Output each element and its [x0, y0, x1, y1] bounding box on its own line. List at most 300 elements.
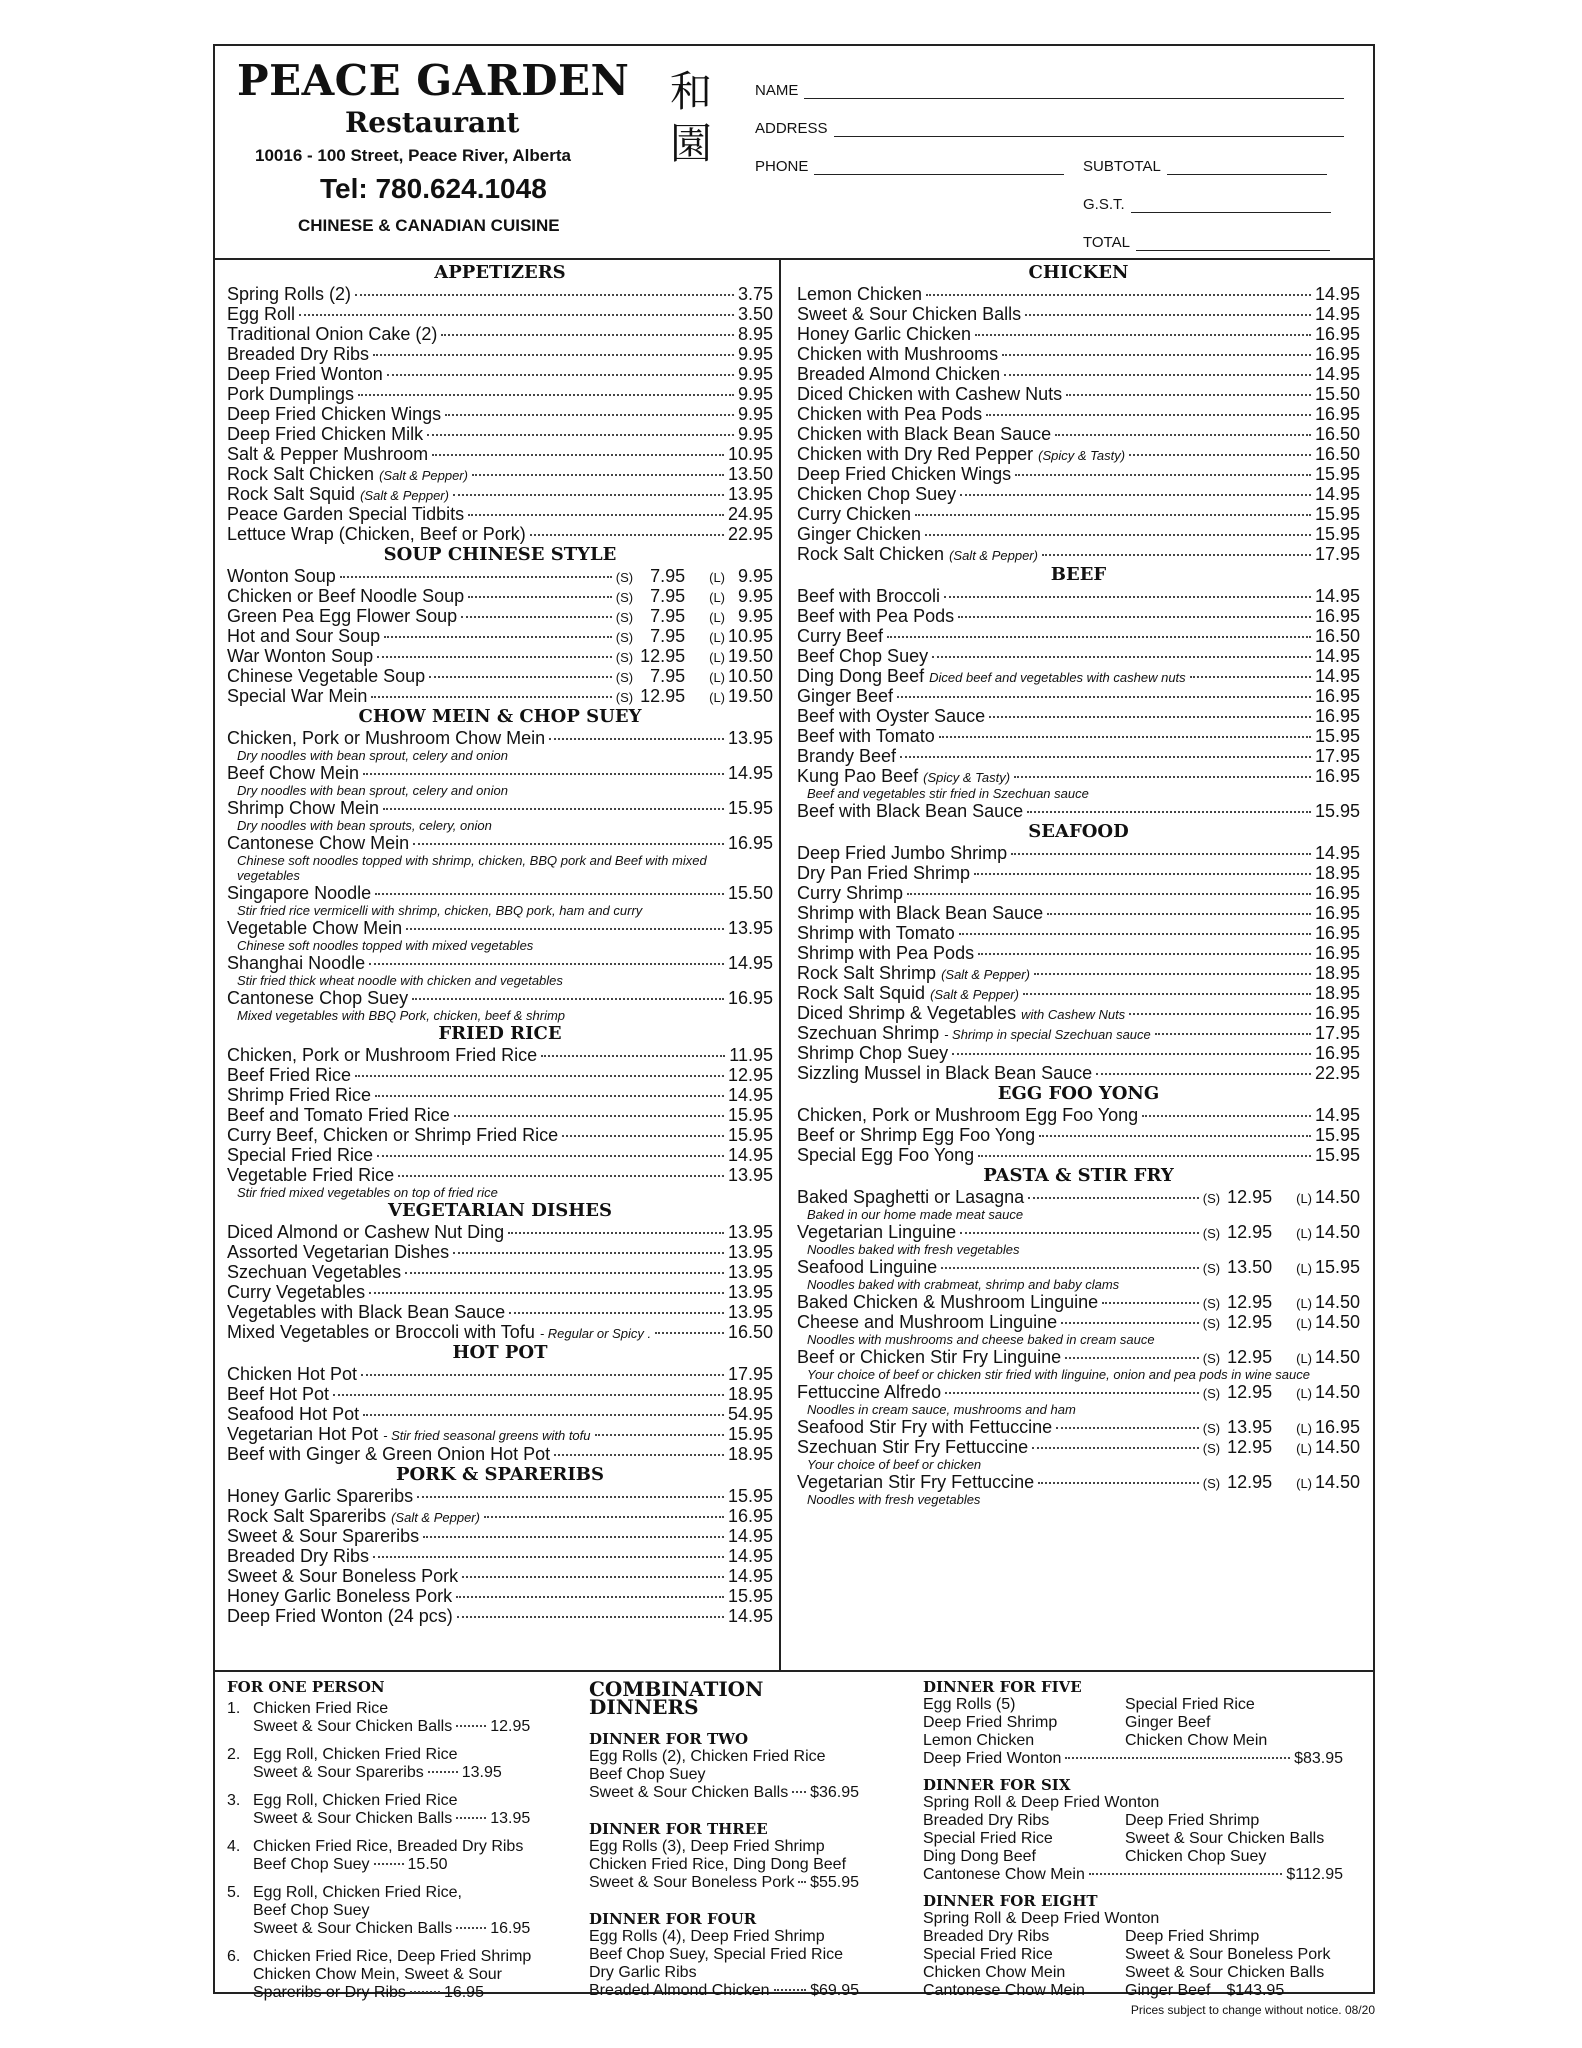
item-sizes [616, 586, 773, 608]
menu-item [227, 484, 773, 504]
gst-field[interactable] [1083, 196, 1331, 213]
dot-leader [508, 1232, 724, 1234]
item-label: Curry Chicken [797, 504, 912, 524]
menu-item [797, 626, 1360, 646]
item-name [797, 586, 940, 606]
item-price: 13.95 [727, 1282, 773, 1302]
appetizers-list [227, 284, 773, 544]
menu-item [227, 364, 773, 384]
chinese-char-he: 和 [670, 67, 713, 116]
menu-item [797, 726, 1360, 746]
item-name [227, 646, 373, 666]
item-label: Traditional Onion Cake (2) [227, 324, 438, 344]
menu-item [797, 344, 1360, 364]
menu-item [227, 1222, 773, 1242]
small-price: 13.95 [1227, 1417, 1273, 1437]
item-name [227, 1085, 371, 1105]
small-price: 12.95 [1227, 1437, 1273, 1457]
item-price: 16.95 [1314, 883, 1360, 903]
item-label: Shrimp Fried Rice [227, 1085, 372, 1105]
dot-leader [406, 928, 724, 930]
item-note: (Salt & Pepper) [930, 987, 1019, 1002]
item-name [227, 1105, 450, 1125]
dot-leader [1102, 1302, 1199, 1304]
item-price: 14.95 [727, 1606, 773, 1626]
menu-item [227, 586, 773, 606]
dinner-pair [923, 1696, 1363, 1714]
dot-leader [1155, 1033, 1311, 1035]
dot-leader [958, 616, 1311, 618]
dot-leader [1190, 676, 1311, 678]
dot-leader [405, 1272, 724, 1274]
dinner-line: Lemon Chicken [923, 1732, 1035, 1749]
item-price: 18.95 [1314, 983, 1360, 1003]
item-name [227, 1302, 505, 1322]
item-price: 15.50 [1314, 384, 1360, 404]
combo-line: Egg Roll, Chicken Fried Rice, [253, 1884, 462, 1901]
item-label: Sweet & Sour Spareribs [227, 1526, 420, 1546]
item-name [797, 544, 1038, 566]
dot-leader [410, 1991, 440, 1993]
item-label: Shrimp Chow Mein [227, 798, 380, 818]
item-label: Baked Chicken & Mushroom Linguine [797, 1292, 1099, 1312]
combo-price-line [253, 1920, 597, 1938]
dot-leader [456, 1725, 486, 1727]
combo-body [253, 1746, 597, 1782]
dot-leader [1028, 1197, 1199, 1199]
dot-leader [774, 1989, 807, 1991]
item-price: 16.50 [727, 1322, 773, 1342]
item-description: Noodles baked with fresh vegetables [807, 1242, 1020, 1257]
dot-leader [798, 1881, 806, 1883]
large-price: 19.50 [727, 686, 773, 706]
item-name [797, 1292, 1098, 1312]
menu-item [227, 1384, 773, 1404]
size-large-label: (L) [709, 690, 725, 705]
menu-item [227, 1566, 773, 1586]
dinner-title: DINNER FOR FOUR [589, 1910, 757, 1928]
item-name [227, 1424, 591, 1446]
item-label: Dry Pan Fried Shrimp [797, 863, 971, 883]
dot-leader [398, 1175, 724, 1177]
menu-item [797, 1145, 1360, 1165]
item-price: 18.95 [1314, 863, 1360, 883]
item-name [227, 833, 409, 853]
item-price: 9.95 [737, 344, 773, 364]
item-label: Shrimp Chop Suey [797, 1043, 949, 1063]
chicken-title: CHICKEN [1028, 262, 1129, 283]
dot-leader [509, 1312, 724, 1314]
item-label: Chicken, Pork or Mushroom Chow Mein [227, 728, 546, 748]
item-price: 18.95 [1314, 963, 1360, 983]
dot-leader [959, 933, 1311, 935]
menu-item [227, 384, 773, 404]
dinner-pair [923, 1732, 1363, 1750]
dot-leader [457, 1616, 724, 1618]
dot-leader [412, 998, 724, 1000]
menu-item [797, 1125, 1360, 1145]
dinner-line: Spring Roll & Deep Fried Wonton [923, 1794, 1160, 1811]
dot-leader [428, 1771, 458, 1773]
dinner-pair [923, 1714, 1363, 1732]
item-name [227, 1384, 329, 1404]
item-note: (Spicy & Tasty) [1038, 448, 1126, 463]
item-price: 15.95 [727, 1486, 773, 1506]
menu-item [797, 863, 1360, 883]
menu-item [227, 1404, 773, 1424]
item-label: Chicken, Pork or Mushroom Egg Foo Yong [797, 1105, 1139, 1125]
menu-item [797, 1063, 1360, 1083]
item-price: 16.50 [1314, 444, 1360, 464]
menu-item [227, 304, 773, 324]
menu-item [227, 918, 773, 938]
size-large-label: (L) [709, 610, 725, 625]
menu-item [227, 1506, 773, 1526]
menu-item [797, 1023, 1360, 1043]
item-note: (Salt & Pepper) [941, 967, 1030, 982]
small-price: 12.95 [1227, 1472, 1273, 1492]
combo-price-line [253, 1764, 597, 1782]
dot-leader [945, 1392, 1199, 1394]
dot-leader [462, 1576, 724, 1578]
menu-item [797, 666, 1360, 686]
pasta-list [797, 1187, 1360, 1507]
item-price: 16.95 [727, 1506, 773, 1526]
item-name [227, 1065, 351, 1085]
item-price: 13.95 [727, 484, 773, 504]
dot-leader [1023, 993, 1311, 995]
dinner-block [923, 1776, 1363, 1884]
item-price: 54.95 [727, 1404, 773, 1424]
item-name [227, 1165, 394, 1185]
menu-item [227, 686, 773, 706]
item-sizes [616, 646, 773, 668]
dinner-line: Egg Rolls (3), Deep Fried Shrimp [589, 1838, 825, 1855]
large-price: 19.50 [727, 646, 773, 666]
dinner-line: Deep Fried Wonton [923, 1750, 1062, 1767]
dot-leader [374, 1863, 404, 1865]
menu-item [227, 404, 773, 424]
dinner-line: Sweet & Sour Chicken Balls [589, 1784, 789, 1801]
combo-price: 16.95 [490, 1920, 531, 1937]
item-description: Noodles with fresh vegetables [807, 1492, 981, 1507]
one-person-title: FOR ONE PERSON [227, 1678, 385, 1696]
dot-leader [461, 616, 612, 618]
item-name [797, 606, 954, 626]
menu-item [227, 1444, 773, 1464]
item-label: Pork Dumplings [227, 384, 355, 404]
combo-body [253, 1700, 597, 1736]
dot-leader [1096, 1073, 1311, 1075]
chow-mein-list [227, 728, 773, 1023]
size-small-label: (S) [1202, 1441, 1221, 1456]
dinner-price: $83.95 [1294, 1750, 1343, 1767]
dinner-line: Breaded Dry Ribs [923, 1928, 1050, 1945]
dot-leader [1027, 811, 1311, 813]
dot-leader [1025, 314, 1311, 316]
item-name [227, 504, 464, 524]
combo-body [253, 1948, 597, 2002]
large-price: 9.95 [737, 586, 773, 606]
menu-item [797, 524, 1360, 544]
dot-leader [562, 1135, 724, 1137]
menu-item [227, 1045, 773, 1065]
item-label: Vegetarian Hot Pot [227, 1424, 379, 1444]
menu-item [227, 1085, 773, 1105]
restaurant-subtitle: Restaurant [345, 106, 520, 139]
dinner-line: Ginger Beef [1125, 1714, 1211, 1731]
menu-header [215, 46, 1373, 260]
item-label: Shanghai Noodle [227, 953, 366, 973]
dinner-block [923, 1678, 1363, 1768]
dot-leader [1032, 1447, 1199, 1449]
dot-leader [363, 773, 724, 775]
total-field[interactable] [1083, 234, 1330, 251]
item-price: 16.95 [727, 833, 773, 853]
dot-leader [429, 676, 612, 678]
item-label: Wonton Soup [227, 566, 336, 586]
name-field[interactable] [755, 82, 1344, 99]
menu-item [797, 606, 1360, 626]
dinner-line: Special Fried Rice [923, 1830, 1053, 1847]
dinner-line: Spring Roll & Deep Fried Wonton [923, 1910, 1160, 1927]
item-label: Curry Beef [797, 626, 884, 646]
dot-leader [978, 1155, 1311, 1157]
size-small-label: (S) [615, 570, 634, 585]
large-price: 10.95 [727, 626, 773, 646]
dot-leader [1002, 354, 1311, 356]
item-description: Baked in our home made meat sauce [807, 1207, 1024, 1222]
menu-item [227, 646, 773, 666]
dinner-line: Deep Fried Shrimp [923, 1714, 1058, 1731]
item-price: 16.95 [1314, 943, 1360, 963]
dot-leader [1014, 776, 1311, 778]
item-name [797, 843, 1007, 863]
dot-leader [887, 636, 1311, 638]
item-price: 9.95 [737, 364, 773, 384]
dot-leader [974, 873, 1311, 875]
menu-item [797, 903, 1360, 923]
item-label: Honey Garlic Boneless Pork [227, 1586, 453, 1606]
size-large-label: (L) [1296, 1351, 1312, 1366]
chinese-logo [670, 66, 712, 170]
dot-leader [371, 696, 611, 698]
menu-item [227, 1586, 773, 1606]
dinner-line: Deep Fried Shrimp [1125, 1928, 1260, 1945]
dinner-line: Deep Fried Shrimp [1125, 1812, 1260, 1829]
size-small-label: (S) [615, 690, 634, 705]
item-name [797, 1417, 1052, 1437]
dinner-block [589, 1820, 859, 1892]
size-small-label: (S) [1202, 1261, 1221, 1276]
item-label: Honey Garlic Spareribs [227, 1486, 414, 1506]
item-note: - Regular or Spicy . [539, 1326, 652, 1341]
menu-item [227, 524, 773, 544]
menu-item [797, 801, 1360, 821]
item-name [227, 1222, 504, 1242]
dot-leader [944, 596, 1311, 598]
hot-pot-title: HOT POT [452, 1342, 548, 1363]
chow-mein-title: CHOW MEIN & CHOP SUEY [358, 706, 642, 727]
seafood-list [797, 843, 1360, 1083]
combo-line: Spareribs or Dry Ribs [253, 1984, 406, 2001]
item-label: Shrimp with Black Bean Sauce [797, 903, 1044, 923]
dot-leader [1129, 1013, 1311, 1015]
menu-item [227, 1546, 773, 1566]
item-sizes [1203, 1437, 1360, 1459]
dot-leader [468, 596, 612, 598]
item-sizes [1203, 1257, 1360, 1279]
item-label: Fettuccine Alfredo [797, 1382, 942, 1402]
item-description: Stir fried thick wheat noodle with chicken and vegetables [237, 973, 563, 988]
dot-leader [655, 1332, 724, 1334]
dot-leader [361, 1374, 724, 1376]
item-label: Rock Salt Spareribs [227, 1506, 387, 1526]
dot-leader [939, 736, 1311, 738]
dinner-block [923, 1892, 1363, 2000]
size-small-label: (S) [615, 650, 634, 665]
item-label: Breaded Dry Ribs [227, 344, 370, 364]
item-name [797, 1382, 941, 1402]
item-label: Special Fried Rice [227, 1145, 374, 1165]
item-label: Szechuan Shrimp [797, 1023, 940, 1043]
price-notice: Prices subject to change without notice. 08/20 [1130, 2003, 1375, 2017]
item-name [227, 524, 526, 544]
dinner-title: DINNER FOR EIGHT [923, 1892, 1098, 1910]
name-label: NAME [755, 82, 799, 99]
item-price: 13.95 [727, 1302, 773, 1322]
dinner-price-line [589, 1874, 859, 1892]
menu-item [797, 544, 1360, 564]
size-large-label: (L) [1296, 1316, 1312, 1331]
pasta-title: PASTA & STIR FRY [983, 1165, 1174, 1186]
dot-leader [960, 494, 1311, 496]
item-label: Beef with Tomato [797, 726, 935, 746]
item-label: Breaded Almond Chicken [797, 364, 1001, 384]
small-price: 12.95 [1227, 1382, 1273, 1402]
menu-item [797, 284, 1360, 304]
item-label: Seafood Stir Fry with Fettuccine [797, 1417, 1053, 1437]
dot-leader [468, 514, 724, 516]
chinese-char-yuan: 園 [670, 119, 713, 168]
size-small-label: (S) [615, 670, 634, 685]
dot-leader [975, 334, 1311, 336]
combo-price-line [253, 1984, 597, 2002]
item-name [227, 344, 369, 364]
item-label: Chicken with Dry Red Pepper [797, 444, 1034, 464]
dot-leader [897, 696, 1311, 698]
item-price: 16.95 [1314, 404, 1360, 424]
item-name [797, 384, 1062, 404]
dot-leader [472, 474, 724, 476]
item-label: Baked Spaghetti or Lasagna [797, 1187, 1025, 1207]
item-name [227, 1486, 413, 1506]
item-label: Diced Chicken with Cashew Nuts [797, 384, 1063, 404]
item-name [797, 863, 970, 883]
phone-label: PHONE [755, 158, 809, 175]
item-price: 14.95 [1314, 1105, 1360, 1125]
seafood-title: SEAFOOD [1028, 821, 1129, 842]
item-label: Ginger Chicken [797, 524, 922, 544]
item-price: 15.95 [727, 1586, 773, 1606]
dinner-block [589, 1730, 859, 1802]
dinner-pair [923, 1946, 1363, 1964]
dot-leader [369, 1292, 724, 1294]
menu-item [227, 1065, 773, 1085]
address-field[interactable] [755, 120, 1344, 137]
item-price: 11.95 [729, 1045, 773, 1065]
menu-item [797, 943, 1360, 963]
dinner-line: Breaded Almond Chicken [589, 1982, 770, 1999]
item-label: Beef with Pea Pods [797, 606, 955, 626]
dot-leader [363, 1414, 724, 1416]
dot-leader [549, 738, 724, 740]
dot-leader [530, 534, 724, 536]
item-price: 15.95 [727, 1105, 773, 1125]
item-description: Your choice of beef or chicken [807, 1457, 982, 1472]
combination-list [589, 1730, 859, 2000]
menu-item [227, 424, 773, 444]
item-note: Diced beef and vegetables with cashew nuts [929, 670, 1186, 685]
item-name [797, 883, 903, 903]
menu-item [797, 1187, 1360, 1207]
menu-item [797, 464, 1360, 484]
item-price: 14.95 [1314, 843, 1360, 863]
dot-leader [595, 1434, 724, 1436]
item-name [797, 464, 1011, 484]
menu-item [227, 666, 773, 686]
item-price: 14.95 [1314, 284, 1360, 304]
phone-field[interactable] [755, 158, 1064, 175]
item-price: 13.95 [727, 918, 773, 938]
size-small-label: (S) [1202, 1476, 1221, 1491]
menu-item [797, 364, 1360, 384]
beef-list [797, 586, 1360, 821]
dot-leader [484, 1516, 724, 1518]
menu-item [797, 1043, 1360, 1063]
combo-item [227, 1700, 597, 1736]
menu-item [227, 1424, 773, 1444]
dot-leader [340, 576, 612, 578]
small-price: 7.95 [650, 566, 686, 586]
item-name [227, 883, 371, 903]
size-large-label: (L) [709, 650, 725, 665]
menu-item [797, 304, 1360, 324]
item-name [797, 504, 911, 524]
item-description: Chinese soft noodles topped with shrimp, chicken, BBQ pork and Beef with mixed vegetables [237, 853, 707, 883]
item-name [797, 484, 956, 504]
dot-leader [925, 534, 1311, 536]
item-name [227, 1506, 480, 1528]
item-name [797, 963, 1030, 985]
dot-leader [383, 808, 724, 810]
item-label: Deep Fried Wonton (24 pcs) [227, 1606, 453, 1626]
item-price: 14.95 [1314, 364, 1360, 384]
large-price: 14.50 [1314, 1437, 1360, 1457]
address-label: ADDRESS [755, 120, 828, 137]
item-price: 14.95 [727, 1566, 773, 1586]
item-label: Green Pea Egg Flower Soup [227, 606, 458, 626]
item-price: 13.95 [727, 1165, 773, 1185]
combo-price-line [253, 1856, 597, 1874]
dinner-line: Cantonese Chow Mein [923, 1982, 1085, 1999]
item-name [797, 1023, 1151, 1045]
menu-item [797, 1472, 1360, 1492]
menu-item [797, 504, 1360, 524]
subtotal-field[interactable] [1083, 158, 1327, 175]
menu-item [797, 384, 1360, 404]
combo-price: 15.50 [407, 1856, 448, 1873]
